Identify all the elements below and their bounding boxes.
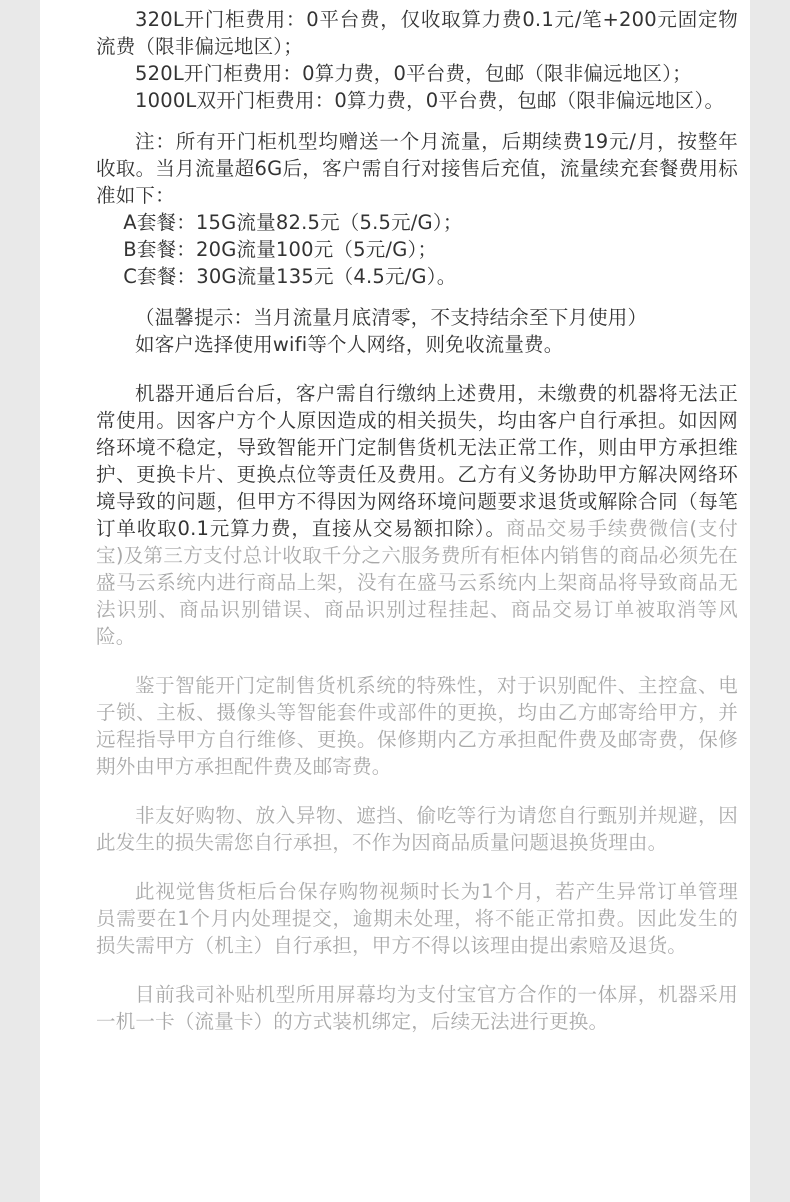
package-list [96,209,738,290]
video-retention-paragraph: 此视觉售货柜后台保存购物视频时长为1个月，若产生异常订单管理员需要在1个月内处理提交，逾期未处理，将不能正常扣费。因此发生的损失需甲方（机主）自行承担，甲方不得以该理由提出索赔及退货。 [96,880,738,957]
package-item: A套餐：15G流量82.5元（5.5元/G）； [123,211,463,234]
transaction-fee-text: 商品交易手续费微信(支付宝)及第三方支付总计收取千分之六服务费所有柜体内销售的商品必须先在盛马云系统内进行商品上架，没有在盛马云系统内上架商品将导致商品无法识别、商品识别错误、商品识别过程挂起、商品交易订单被取消等风险。 [96,517,738,648]
fee-320l-line: 320L开门柜费用：0平台费，仅收取算力费0.1元/笔+200元固定物流费（限非偏远地区）； [96,8,738,58]
activation-text: 机器开通后台后，客户需自行缴纳上述费用，未缴费的机器将无法正常使用。因客户方个人原因造成的相关损失，均由客户自行承担。如因网络环境不稳定，导致智能开门定制售货机无法正常工作，则由甲方承担维护、更换卡片、更换点位等责任及费用。乙方有义务协助甲方解决网络环境导致的问题，但甲方不得因为网络环境问题要求退货或解除合同（每笔订单收取0.1元算力费，直接从交易额扣除）。 [96,382,738,540]
unfriendly-shopping-paragraph: 非友好购物、放入异物、遮挡、偷吃等行为请您自行甄别并规避，因此发生的损失需您自行承担，不作为因商品质量问题退换货理由。 [96,804,738,854]
tip-line: （温馨提示：当月流量月底清零，不支持结余至下月使用） [135,306,648,329]
traffic-note: 注：所有开门柜机型均赠送一个月流量，后期续费19元/月，按整年收取。当月流量超6G后，客户需自行对接售后充值，流量续充套餐费用标准如下： [96,130,738,207]
package-item: B套餐：20G流量100元（5元/G）； [123,238,438,261]
wifi-line: 如客户选择使用wifi等个人网络，则免收流量费。 [135,333,564,356]
screen-paragraph: 目前我司补贴机型所用屏幕均为支付宝官方合作的一体屏，机器采用一机一卡（流量卡）的方式装机绑定，后续无法进行更换。 [96,983,738,1033]
activation-paragraph [96,380,738,650]
fee-1000l-line: 1000L双开门柜费用：0算力费，0平台费，包邮（限非偏远地区）。 [135,89,725,112]
fee-520l-line: 520L开门柜费用：0算力费，0平台费，包邮（限非偏远地区）； [135,62,692,85]
document-page [40,0,750,1202]
document-body [96,6,738,1035]
parts-paragraph: 鉴于智能开门定制售货机系统的特殊性，对于识别配件、主控盒、电子锁、主板、摄像头等智能套件或部件的更换，均由乙方邮寄给甲方，并远程指导甲方自行维修、更换。保修期内乙方承担配件费及邮寄费，保修期外由甲方承担配件费及邮寄费。 [96,674,738,778]
package-item: C套餐：30G流量135元（4.5元/G）。 [123,265,457,288]
